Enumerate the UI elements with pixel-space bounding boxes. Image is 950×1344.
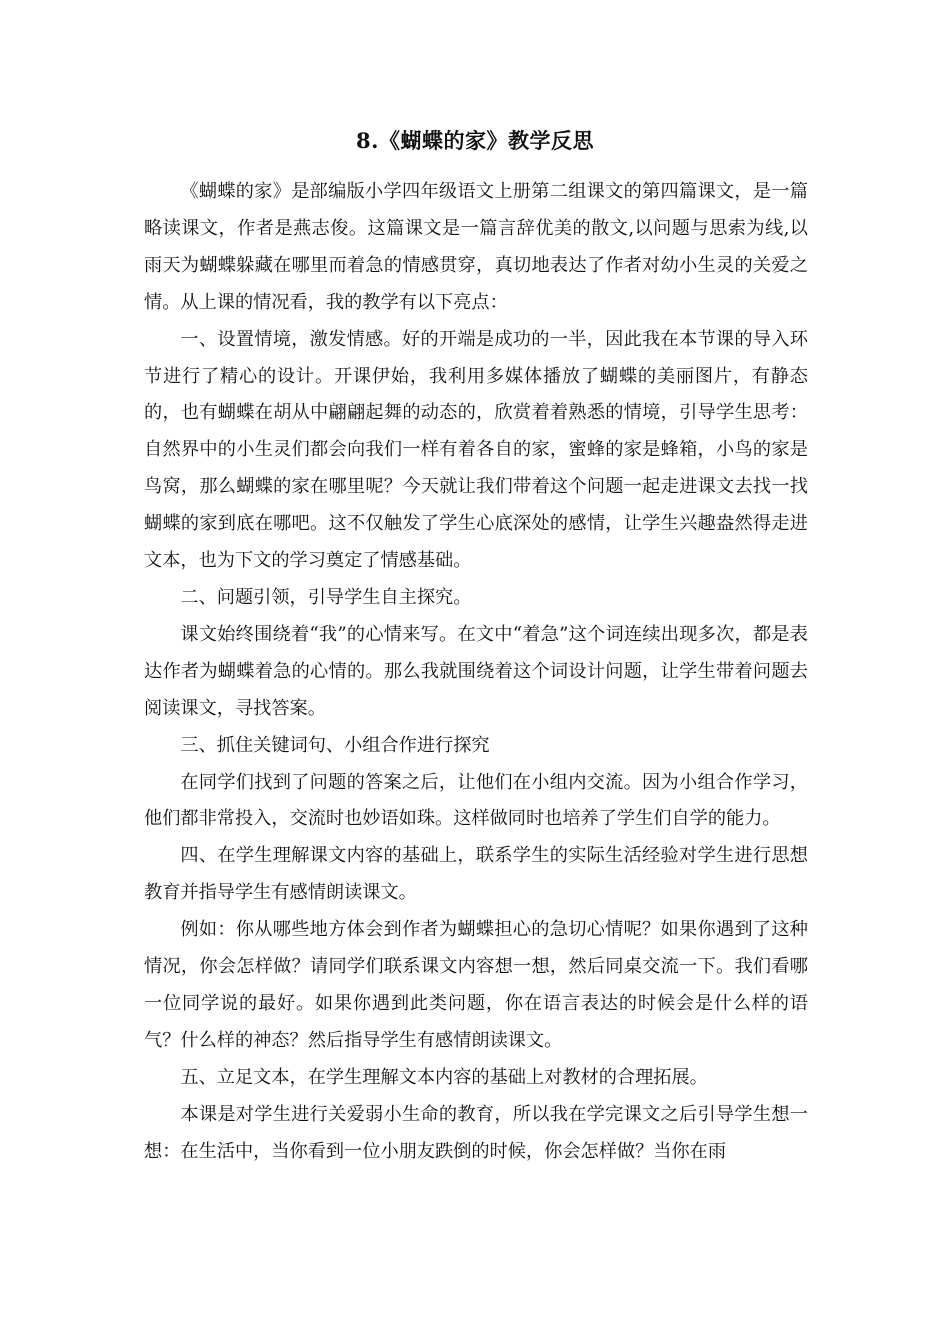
document-title: 8.《蝴蝶的家》教学反思 <box>356 128 594 153</box>
paragraph-point-4: 例如：你从哪些地方体会到作者为蝴蝶担心的急切心情呢？如果你遇到了这种情况，你会怎样做？请同学们联系课文内容想一想，然后同桌交流一下。我们看哪一位同学说的最好。如果你遇到此类问题，你在语言表达的时候会是什么样的语气？什么样的神态？然后指导学生有感情朗读课文。 <box>144 919 808 1051</box>
paragraph-point-5: 本课是对学生进行关爱弱小生命的教育，所以我在学完课文之后引导学生想一想：在生活中，当你看到一位小朋友跌倒的时候，你会怎样做？当你在雨 <box>144 1103 808 1162</box>
paragraph-point-3: 在同学们找到了问题的答案之后，让他们在小组内交流。因为小组合作学习，他们都非常投入，交流时也妙语如珠。这样做同时也培养了学生们自学的能力。 <box>144 771 808 830</box>
paragraph-heading-2: 二、问题引领，引导学生自主探究。 <box>180 586 472 608</box>
paragraph-heading-4: 四、在学生理解课文内容的基础上，联系学生的实际生活经验对学生进行思想教育并指导学生有感情朗读课文。 <box>144 845 808 904</box>
document-body <box>144 174 808 1170</box>
paragraph-point-1: 一、设置情境，激发情感。好的开端是成功的一半，因此我在本节课的导入环节进行了精心的设计。开课伊始，我利用多媒体播放了蝴蝶的美丽图片，有静态的，也有蝴蝶在胡从中翩翩起舞的动态的，欣赏着着熟悉的情境，引导学生思考：自然界中的小生灵们都会向我们一样有着各自的家，蜜蜂的家是蜂箱，小鸟的家是鸟窝，那么蝴蝶的家在哪里呢？今天就让我们带着这个问题一起走进课文去找一找蝴蝶的家到底在哪吧。这不仅触发了学生心底深处的感情，让学生兴趣盎然得走进文本，也为下文的学习奠定了情感基础。 <box>144 328 808 572</box>
paragraph-heading-5: 五、立足文本，在学生理解文本内容的基础上对教材的合理拓展。 <box>180 1066 708 1088</box>
paragraph-heading-3: 三、抓住关键词句、小组合作进行探究 <box>180 734 490 756</box>
paragraph-intro: 《蝴蝶的家》是部编版小学四年级语文上册第二组课文的第四篇课文，是一篇略读课文，作者是燕志俊。这篇课文是一篇言辞优美的散文,以问题与思索为线,以雨天为蝴蝶躲藏在哪里而着急的情感贯穿，真切地表达了作者对幼小生灵的关爱之情。从上课的情况看，我的教学有以下亮点： <box>144 181 808 313</box>
paragraph-point-2: 课文始终围绕着“我”的心情来写。在文中“着急”这个词连续出现多次，都是表达作者为蝴蝶着急的心情的。那么我就围绕着这个词设计问题，让学生带着问题去阅读课文，寻找答案。 <box>144 623 808 719</box>
